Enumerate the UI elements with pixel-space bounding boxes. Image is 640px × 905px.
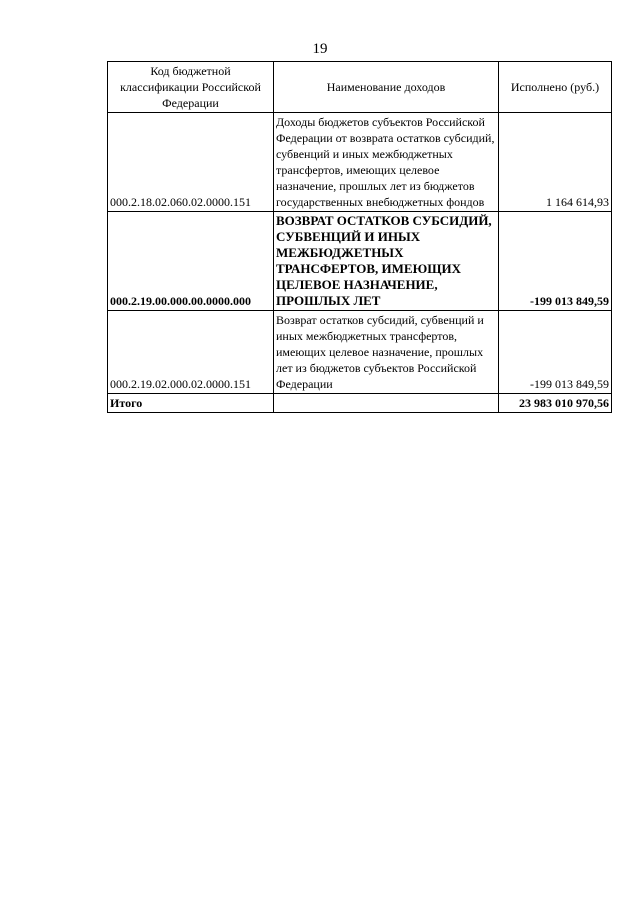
total-row — [108, 394, 612, 413]
row-name: Доходы бюджетов субъектов Российской Федерации от возврата остатков субсидий, субвенций и иных межбюджетных трансфертов, имеющих целевое назначение, прошлых лет из бюджетов государственных внебюджетных фондов — [274, 113, 499, 212]
row-code: 000.2.19.00.000.00.0000.000 — [108, 212, 274, 311]
table-row — [108, 311, 612, 394]
row-amount: -199 013 849,59 — [499, 212, 612, 311]
total-amount: 23 983 010 970,56 — [499, 394, 612, 413]
budget-table — [107, 61, 612, 413]
row-name: ВОЗВРАТ ОСТАТКОВ СУБСИДИЙ, СУБВЕНЦИЙ И ИНЫХ МЕЖБЮДЖЕТНЫХ ТРАНСФЕРТОВ, ИМЕЮЩИХ ЦЕЛЕВОЕ НАЗНАЧЕНИЕ, ПРОШЛЫХ ЛЕТ — [274, 212, 499, 311]
row-amount: -199 013 849,59 — [499, 311, 612, 394]
row-name: Возврат остатков субсидий, субвенций и иных межбюджетных трансфертов, имеющих целевое назначение, прошлых лет из бюджетов субъектов Российской Федерации — [274, 311, 499, 394]
total-label: Итого — [108, 394, 274, 413]
page-number: 19 — [312, 41, 328, 57]
header-code: Код бюджетной классификации Российской Федерации — [108, 62, 274, 113]
header-amount: Исполнено (руб.) — [499, 62, 612, 113]
table-row — [108, 113, 612, 212]
total-empty-cell — [274, 394, 499, 413]
table-header-row — [108, 62, 612, 113]
row-code: 000.2.18.02.060.02.0000.151 — [108, 113, 274, 212]
row-amount: 1 164 614,93 — [499, 113, 612, 212]
header-name: Наименование доходов — [274, 62, 499, 113]
table-row — [108, 212, 612, 311]
row-code: 000.2.19.02.000.02.0000.151 — [108, 311, 274, 394]
